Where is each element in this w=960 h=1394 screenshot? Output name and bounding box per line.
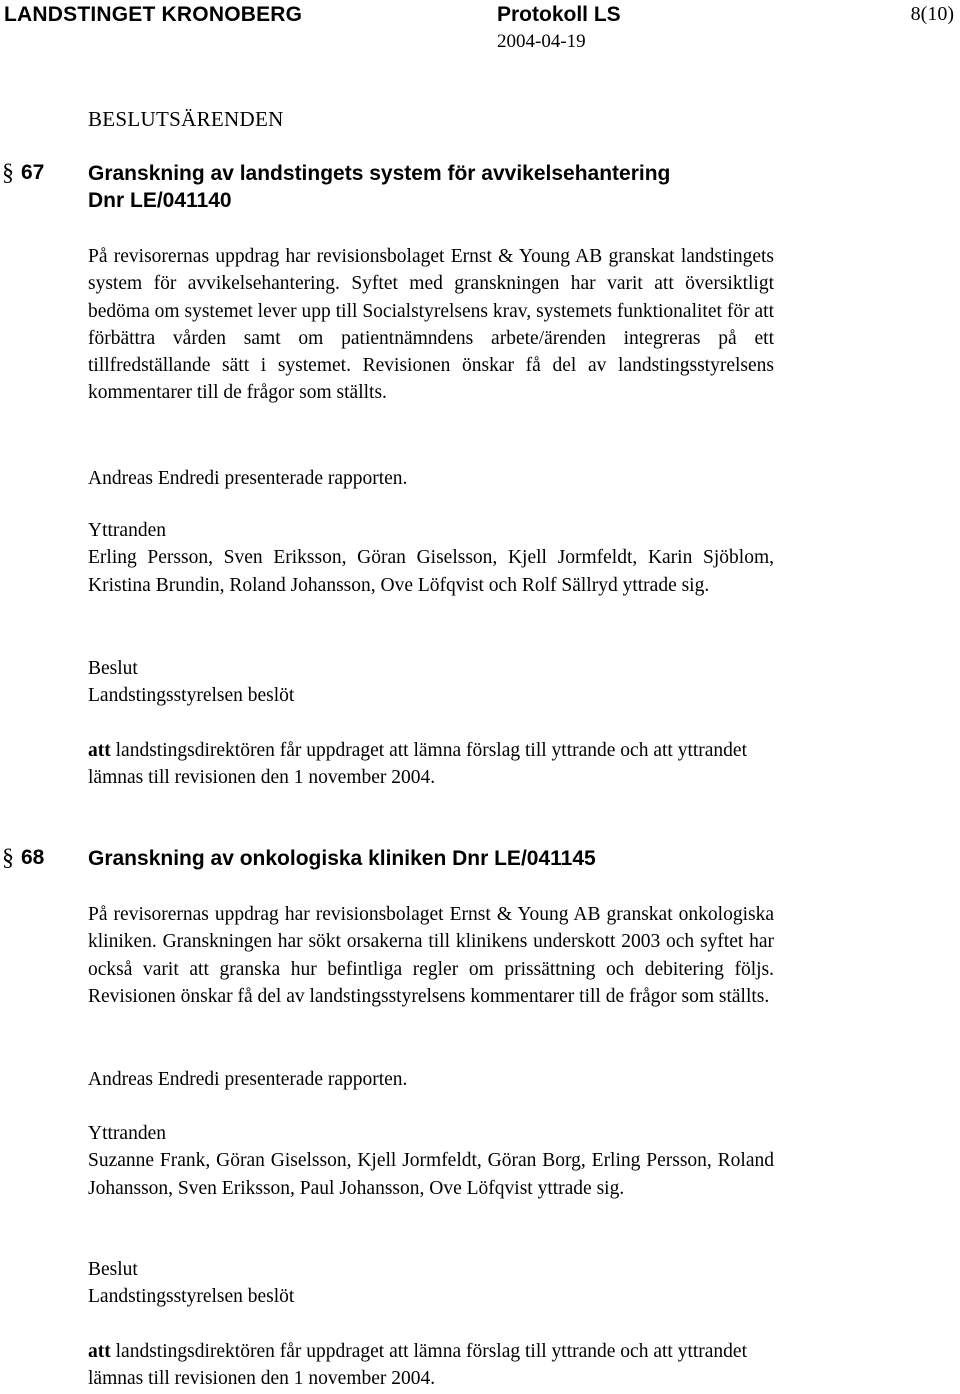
- statements-heading: Yttranden: [88, 1123, 166, 1144]
- decision-heading: Beslut: [88, 658, 138, 679]
- decision-text: [88, 737, 774, 792]
- case-title-line: Granskning av onkologiska kliniken Dnr LE/041145: [88, 847, 596, 870]
- case-number: 67: [21, 161, 45, 184]
- decision-section: [88, 1256, 774, 1311]
- paragraph-symbol: §: [2, 160, 14, 186]
- decision-body: landstingsdirektören får uppdraget att lämna förslag till yttrande och att yttrandet lämnas till revisionen den 1 november 2004.: [88, 740, 748, 789]
- paragraph-symbol: §: [2, 845, 14, 871]
- statements-section: [88, 517, 774, 599]
- case-dnr: Dnr LE/041140: [88, 189, 232, 212]
- document-date: 2004-04-19: [497, 31, 586, 52]
- case-title: [88, 845, 778, 872]
- presented-note: Andreas Endredi presenterade rapporten.: [88, 1069, 408, 1090]
- statements-text: Erling Persson, Sven Eriksson, Göran Giselsson, Kjell Jormfeldt, Karin Sjöblom, Kristina Brundin, Roland Johansson, Ove Löfqvist och Rolf Sällryd yttrade sig.: [88, 547, 774, 596]
- case-title: [88, 160, 778, 214]
- statements-text: Suzanne Frank, Göran Giselsson, Kjell Jormfeldt, Göran Borg, Erling Persson, Roland Johansson, Sven Eriksson, Paul Johansson, Ove Löfqvist yttrade sig.: [88, 1150, 774, 1199]
- decision-text: [88, 1338, 774, 1393]
- section-heading: BESLUTSÄRENDEN: [88, 107, 284, 131]
- decision-att: att: [88, 1341, 111, 1362]
- case-title-line: Granskning av landstingets system för avvikelsehantering: [88, 162, 671, 185]
- decision-att: att: [88, 740, 111, 761]
- page-header: [0, 0, 960, 60]
- case-body: På revisorernas uppdrag har revisionsbolaget Ernst & Young AB granskat onkologiska kliniken. Granskningen har sökt orsakerna till klinikens underskott 2003 och syftet har också varit att granska hur befintliga regler om prissättning och debitering följs. Revisionen önskar få del av landstingsstyrelsens kommentarer till de frågor som ställts.: [88, 904, 774, 1007]
- document-title: Protokoll LS: [497, 3, 621, 26]
- organization-name: LANDSTINGET KRONOBERG: [4, 3, 303, 26]
- presented-note: Andreas Endredi presenterade rapporten.: [88, 468, 408, 489]
- statements-heading: Yttranden: [88, 520, 166, 541]
- page-number: 8(10): [910, 3, 954, 25]
- case-number: 68: [21, 846, 45, 869]
- decision-section: [88, 655, 774, 710]
- decision-heading: Beslut: [88, 1259, 138, 1280]
- decision-intro: Landstingsstyrelsen beslöt: [88, 685, 295, 707]
- decision-intro: Landstingsstyrelsen beslöt: [88, 1286, 295, 1308]
- statements-section: [88, 1120, 774, 1202]
- case-body: På revisorernas uppdrag har revisionsbolaget Ernst & Young AB granskat landstingets system för avvikelsehantering. Syftet med granskningen har varit att översiktligt bedöma om systemet lever upp till Socialstyrelsens krav, systemets funktionalitet för att förbättra vården samt om patientnämndens arbete/ärenden integreras på ett tillfredställande sätt i systemet. Revisionen önskar få del av landstingsstyrelsens kommentarer till de frågor som ställts.: [88, 246, 774, 404]
- decision-body: landstingsdirektören får uppdraget att lämna förslag till yttrande och att yttrandet lämnas till revisionen den 1 november 2004.: [88, 1341, 748, 1390]
